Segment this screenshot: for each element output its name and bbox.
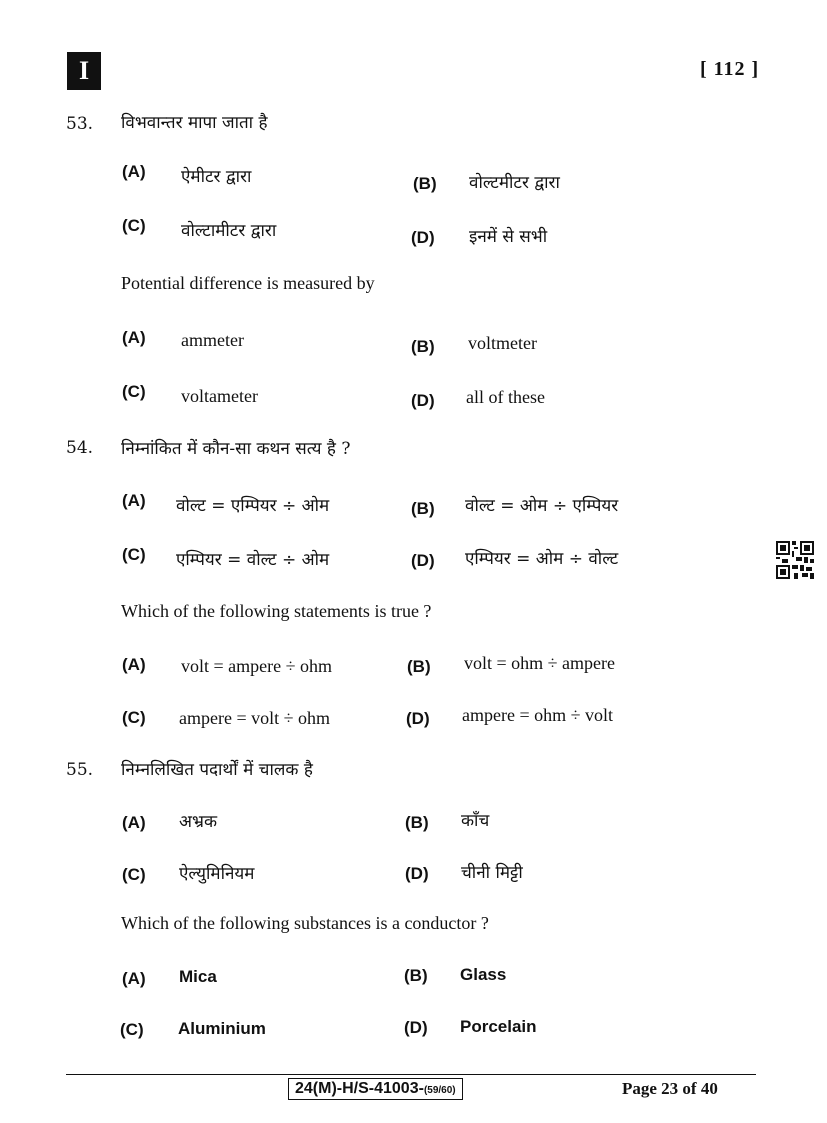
question-55-english-text: Which of the following substances is a conductor ?	[121, 913, 489, 933]
q54-hi-option-c-text: एम्पियर = वोल्ट ÷ ओम	[176, 550, 330, 570]
q53-en-option-d-letter: (D)	[411, 391, 435, 410]
question-54-hindi-text: निम्नांकित में कौन-सा कथन सत्य है ?	[121, 439, 351, 459]
question-54-english-text: Which of the following statements is true ?	[121, 601, 432, 621]
page-code: [ 112 ]	[700, 58, 760, 80]
q54-hi-option-b-text: वोल्ट = ओम ÷ एम्पियर	[465, 496, 619, 516]
question-53-english-text: Potential difference is measured by	[121, 273, 375, 293]
set-badge: I	[67, 52, 101, 90]
q54-hi-option-a-letter: (A)	[122, 491, 146, 510]
q55-en-option-a-letter: (A)	[122, 969, 146, 988]
q55-en-option-d-text: Porcelain	[460, 1017, 537, 1036]
q53-hi-option-d-text: इनमें से सभी	[469, 227, 548, 247]
q55-hi-option-c-text: ऐल्युमिनियम	[179, 864, 255, 884]
q55-en-option-a-text: Mica	[179, 967, 217, 986]
qr-code-icon	[776, 541, 814, 579]
q53-en-option-b-letter: (B)	[411, 337, 435, 356]
paper-code-main: 24(M)-H/S-41003-	[295, 1080, 424, 1097]
q54-en-option-a-text: volt = ampere ÷ ohm	[181, 656, 332, 676]
q53-en-option-a-text: ammeter	[181, 330, 244, 350]
q54-en-option-c-text: ampere = volt ÷ ohm	[179, 708, 330, 728]
q53-en-option-c-text: voltameter	[181, 386, 258, 406]
footer-divider	[66, 1074, 756, 1075]
q54-en-option-c-letter: (C)	[122, 708, 146, 727]
q55-en-option-c-letter: (C)	[120, 1020, 144, 1039]
q55-hi-option-b-text: काँच	[461, 811, 490, 831]
q55-hi-option-a-letter: (A)	[122, 813, 146, 832]
q55-hi-option-d-letter: (D)	[405, 864, 429, 883]
q55-hi-option-c-letter: (C)	[122, 865, 146, 884]
q53-hi-option-b-letter: (B)	[413, 174, 437, 193]
q53-hi-option-a-text: ऐमीटर द्वारा	[181, 167, 252, 187]
paper-code	[288, 1078, 463, 1100]
q53-hi-option-a-letter: (A)	[122, 162, 146, 181]
q55-hi-option-b-letter: (B)	[405, 813, 429, 832]
q54-hi-option-a-text: वोल्ट = एम्पियर ÷ ओम	[176, 496, 330, 516]
q54-hi-option-c-letter: (C)	[122, 545, 146, 564]
q53-hi-option-b-text: वोल्टमीटर द्वारा	[469, 173, 560, 193]
q55-hi-option-a-text: अभ्रक	[179, 812, 217, 832]
question-55-number: 55.	[66, 760, 94, 780]
q53-en-option-b-text: voltmeter	[468, 333, 537, 353]
q53-en-option-c-letter: (C)	[122, 382, 146, 401]
q54-en-option-b-text: volt = ohm ÷ ampere	[464, 653, 615, 673]
q53-hi-option-d-letter: (D)	[411, 228, 435, 247]
q54-hi-option-d-text: एम्पियर = ओम ÷ वोल्ट	[465, 549, 619, 569]
q53-hi-option-c-text: वोल्टामीटर द्वारा	[181, 221, 277, 241]
q54-en-option-d-text: ampere = ohm ÷ volt	[462, 705, 613, 725]
page-number: Page 23 of 40	[622, 1079, 718, 1098]
q54-en-option-b-letter: (B)	[407, 657, 431, 676]
q53-hi-option-c-letter: (C)	[122, 216, 146, 235]
question-54-number: 54.	[66, 438, 94, 458]
q55-en-option-d-letter: (D)	[404, 1018, 428, 1037]
q53-en-option-a-letter: (A)	[122, 328, 146, 347]
paper-code-suffix: (59/60)	[423, 1085, 456, 1096]
question-53-hindi-text: विभवान्तर मापा जाता है	[121, 113, 268, 133]
q55-en-option-b-text: Glass	[460, 965, 507, 984]
q53-en-option-d-text: all of these	[466, 387, 545, 407]
q55-en-option-c-text: Aluminium	[178, 1019, 266, 1038]
question-53-number: 53.	[66, 114, 94, 134]
question-55-hindi-text: निम्नलिखित पदार्थों में चालक है	[121, 760, 313, 780]
q54-hi-option-b-letter: (B)	[411, 499, 435, 518]
q54-en-option-d-letter: (D)	[406, 709, 430, 728]
q55-en-option-b-letter: (B)	[404, 966, 428, 985]
q54-en-option-a-letter: (A)	[122, 655, 146, 674]
q55-hi-option-d-text: चीनी मिट्टी	[461, 863, 523, 883]
q54-hi-option-d-letter: (D)	[411, 551, 435, 570]
